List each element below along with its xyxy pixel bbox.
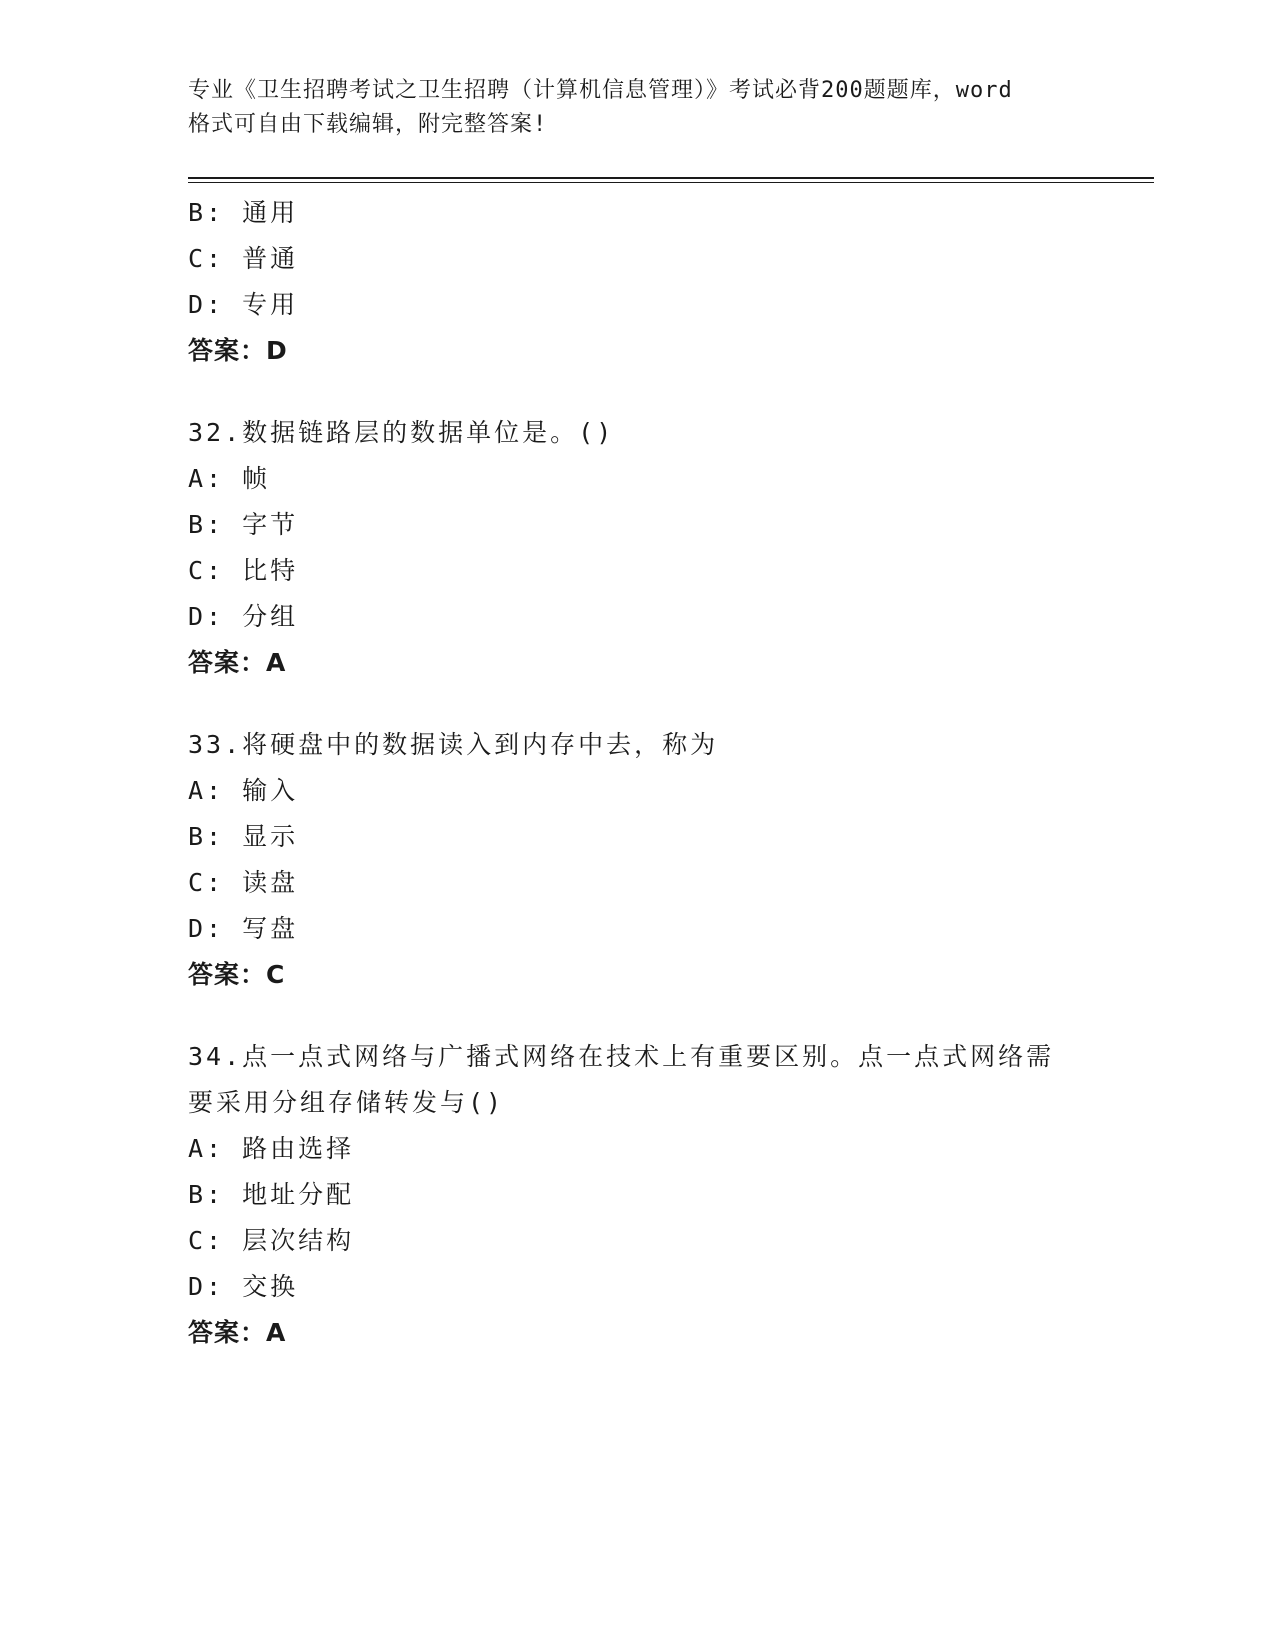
header-line-2: 格式可自由下载编辑，附完整答案! (188, 112, 548, 137)
document-header (188, 74, 1088, 142)
header-divider-thin (188, 182, 1154, 183)
option-c: C: 普通 (188, 244, 299, 273)
option-b: B: 字节 (188, 510, 299, 539)
option-d: D: 交换 (188, 1272, 299, 1301)
question-32 (188, 410, 1088, 686)
header-divider-thick (188, 177, 1154, 179)
header-line-1: 专业《卫生招聘考试之卫生招聘（计算机信息管理）》考试必背200题题库，word (188, 78, 1013, 103)
question-33 (188, 722, 1088, 998)
question-31-continued (188, 190, 1088, 374)
option-b: B: 通用 (188, 198, 299, 227)
answer-label: 答案：A (188, 648, 287, 677)
option-a: A: 输入 (188, 776, 299, 805)
question-stem-line-2: 要采用分组存储转发与() (188, 1088, 505, 1117)
option-a: A: 路由选择 (188, 1134, 355, 1163)
option-b: B: 地址分配 (188, 1180, 355, 1209)
answer-label: 答案：A (188, 1318, 287, 1347)
option-a: A: 帧 (188, 464, 271, 493)
answer-label: 答案：C (188, 960, 286, 989)
option-c: C: 比特 (188, 556, 299, 585)
question-stem-line-1: 34.点一点式网络与广播式网络在技术上有重要区别。点一点式网络需 (188, 1042, 1055, 1071)
option-c: C: 读盘 (188, 868, 299, 897)
question-stem: 32.数据链路层的数据单位是。() (188, 418, 615, 447)
option-d: D: 写盘 (188, 914, 299, 943)
answer-label: 答案：D (188, 336, 288, 365)
question-34 (188, 1034, 1088, 1356)
option-d: D: 专用 (188, 290, 299, 319)
option-d: D: 分组 (188, 602, 299, 631)
option-b: B: 显示 (188, 822, 299, 851)
question-list (188, 190, 1088, 1356)
option-c: C: 层次结构 (188, 1226, 355, 1255)
question-stem: 33.将硬盘中的数据读入到内存中去，称为 (188, 730, 719, 759)
